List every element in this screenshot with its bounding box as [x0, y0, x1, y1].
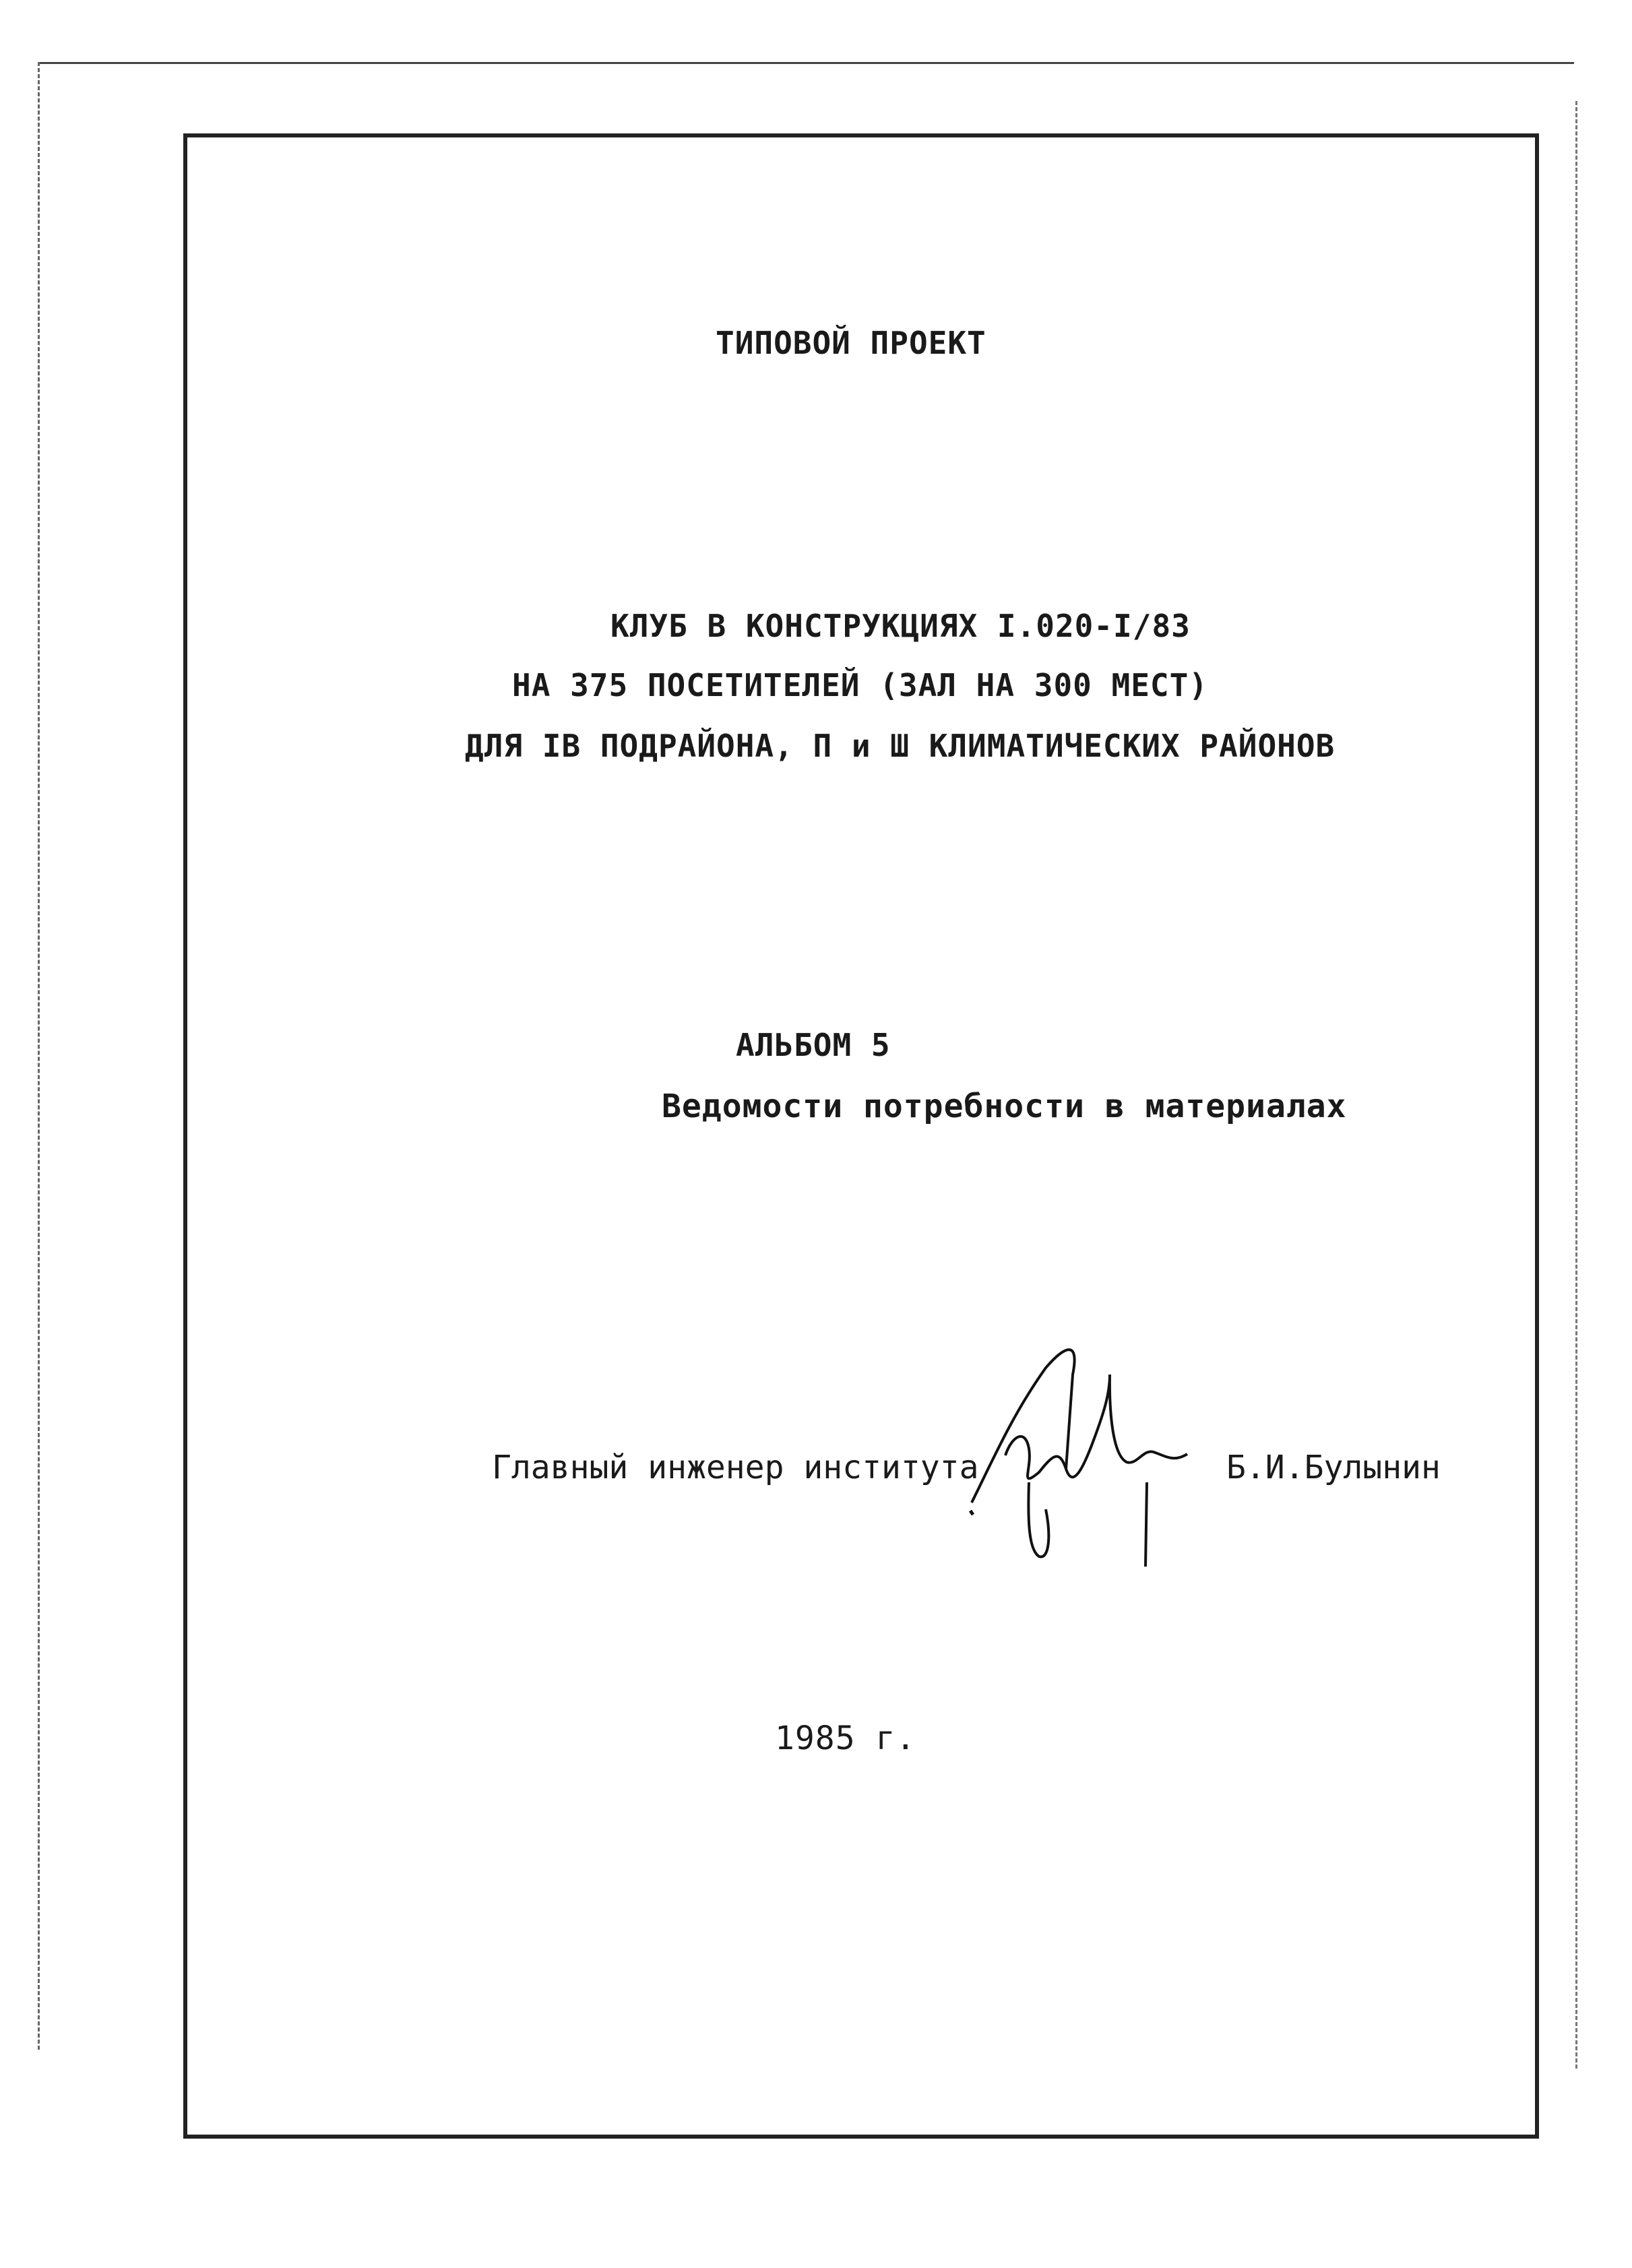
- title-line-3: ДЛЯ IВ ПОДРАЙОНА, П и Ш КЛИМАТИЧЕСКИХ РАЙОНОВ: [465, 728, 1336, 764]
- title-line-1: КЛУБ В КОНСТРУКЦИЯХ I.020-I/83: [610, 608, 1191, 644]
- album-label: АЛЬБОМ 5: [736, 1027, 891, 1063]
- handwritten-signature: [965, 1334, 1207, 1604]
- sheet-edge-left: [38, 62, 40, 2050]
- signatory-name: Б.И.Булынин: [1226, 1449, 1441, 1486]
- sheet-edge-right: [1575, 101, 1577, 2069]
- publication-year: 1985 г.: [775, 1720, 916, 1757]
- album-subtitle: Ведомости потребности в материалах: [662, 1088, 1347, 1125]
- project-type-label: ТИПОВОЙ ПРОЕКТ: [716, 325, 986, 361]
- title-page-frame: [183, 133, 1539, 2139]
- sheet-edge-top: [38, 62, 1574, 64]
- signatory-position: Главный инженер института: [492, 1449, 979, 1486]
- title-line-2: НА 375 ПОСЕТИТЕЛЕЙ (ЗАЛ НА 300 МЕСТ): [512, 667, 1208, 703]
